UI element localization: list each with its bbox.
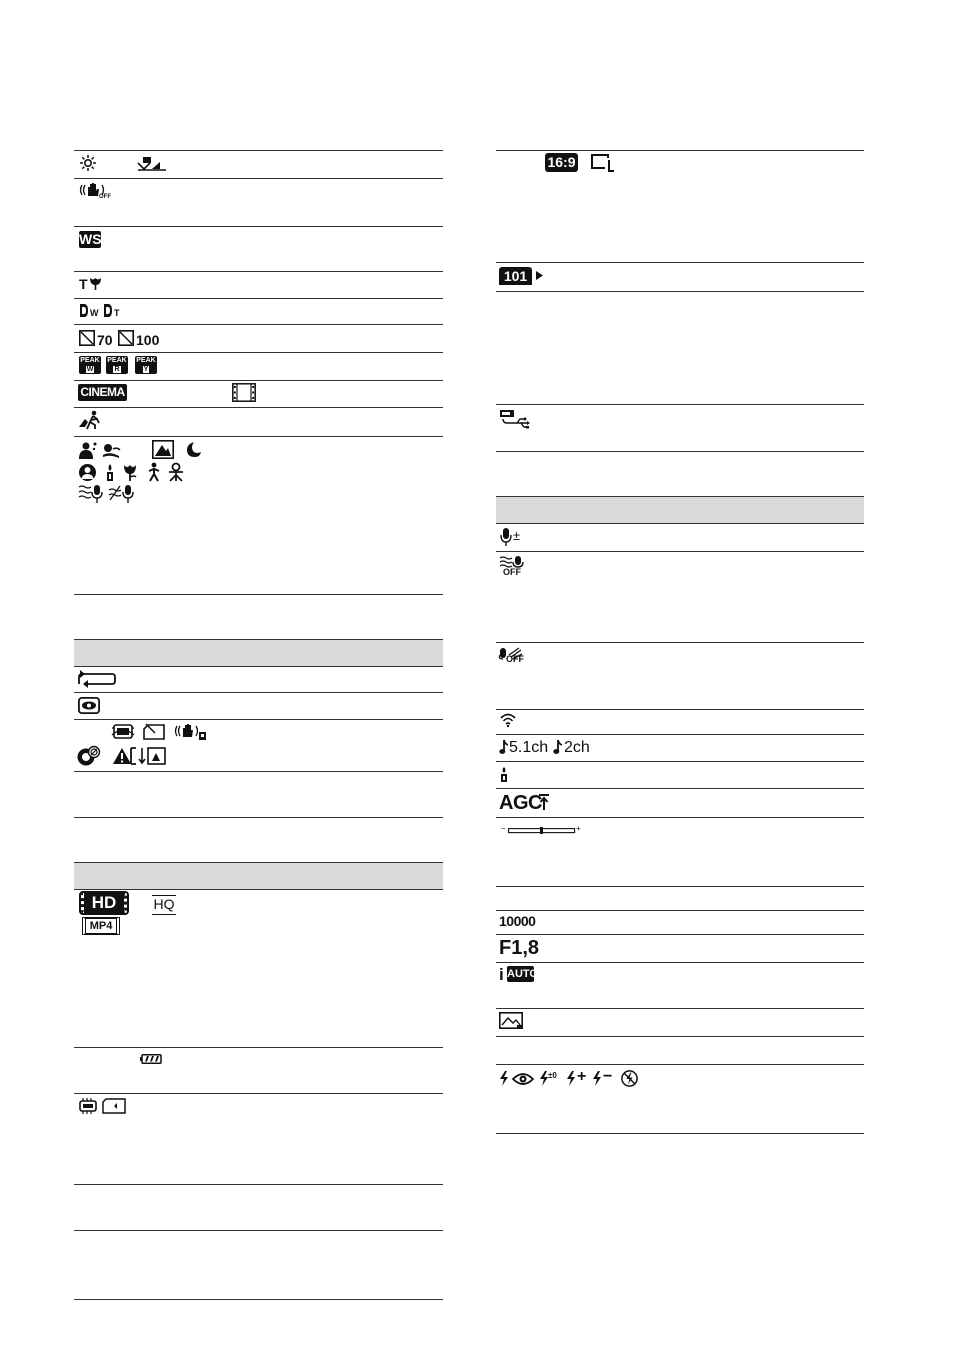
row-divider: [496, 761, 864, 762]
tele-macro-icon: [89, 277, 102, 291]
scene-candle-icon: [105, 463, 115, 482]
wind-mic-reduce-icon: [108, 484, 136, 504]
peaking-y-icon: [135, 356, 157, 374]
mic-level-sign: ±: [513, 528, 521, 543]
play-arrow-icon: [536, 271, 543, 280]
row-divider: [74, 178, 443, 179]
cinema-label: CINEMA: [80, 385, 125, 399]
left-column: [74, 0, 443, 1356]
ev-minus: −: [501, 824, 506, 833]
row-divider: [496, 150, 864, 151]
row-divider: [496, 262, 864, 263]
agc-limit-icon: [539, 794, 549, 811]
usb-connect-icon: [499, 409, 531, 429]
sun-icon: [80, 155, 96, 171]
row-divider: [74, 1230, 443, 1231]
intelligent-auto-icon: [507, 966, 538, 982]
row-divider: [496, 886, 864, 887]
peaking-w-icon: [79, 356, 101, 374]
card-access-icon: [130, 747, 166, 765]
scene-spotlight-icon: [78, 463, 97, 482]
music-note-icon: [499, 739, 509, 755]
frame-l-icon: [591, 154, 615, 172]
row-divider: [496, 1133, 864, 1134]
row-divider: [74, 298, 443, 299]
wide-select-icon: [79, 231, 101, 248]
row-divider: [74, 271, 443, 272]
zebra-70-icon: [79, 330, 95, 346]
peak-label: PEAK: [107, 357, 127, 364]
flash-minus-icon: [592, 1071, 602, 1086]
loop-repeat-icon: [78, 670, 116, 688]
row-divider: [74, 226, 443, 227]
battery-icon: [140, 1054, 162, 1064]
sports-icon: [78, 410, 102, 430]
row-divider: [74, 719, 443, 720]
scene-picture-icon: [499, 1012, 523, 1029]
folder-number-label: 101: [503, 268, 528, 284]
zebra-100-label: 100: [136, 332, 160, 348]
warning-icon: [112, 747, 132, 765]
hd-label: HD: [91, 893, 117, 912]
iauto-i-label: i: [499, 965, 504, 984]
zebra-100-icon: [118, 330, 134, 346]
data-recover-icon: [111, 723, 135, 740]
row-divider: [496, 551, 864, 552]
candle-icon: [500, 766, 508, 782]
row-divider: [74, 150, 443, 151]
flash-off-icon: [621, 1070, 638, 1087]
table-header-band: [496, 496, 864, 524]
white-balance-icon: [138, 157, 166, 171]
row-divider: [496, 642, 864, 643]
scene-macro-icon: [122, 464, 138, 482]
peaking-r-icon: [106, 356, 128, 374]
scene-person-icon: [146, 462, 162, 482]
row-divider: [496, 788, 864, 789]
row-divider: [74, 594, 443, 595]
audio-2ch-label: 2ch: [564, 739, 590, 756]
iauto-label: AUTO: [507, 968, 538, 980]
row-divider: [74, 380, 443, 381]
ws-label: WS: [79, 231, 102, 247]
row-divider: [496, 709, 864, 710]
row-divider: [496, 817, 864, 818]
row-divider: [74, 817, 443, 818]
row-divider: [496, 1036, 864, 1037]
row-divider: [496, 451, 864, 452]
ev-plus: +: [576, 824, 581, 833]
flash-icon: [499, 1071, 509, 1086]
hq-icon: [152, 895, 176, 915]
zebra-70-label: 70: [97, 332, 113, 348]
row-divider: [496, 1064, 864, 1065]
mp4-label: MP4: [89, 920, 113, 932]
flash-minus-sign: −: [603, 1068, 613, 1085]
mp4-film-icon: [82, 917, 120, 935]
row-divider: [496, 291, 864, 292]
peak-sub-label: Y: [143, 366, 149, 373]
shutter-speed-value: 10000: [499, 913, 536, 929]
row-divider: [496, 910, 864, 911]
scene-sunrise-icon: [101, 441, 121, 459]
audio-51ch-label: 5.1ch: [509, 739, 549, 756]
scene-tripod-icon: [167, 462, 185, 482]
row-divider: [74, 436, 443, 437]
row-divider: [74, 692, 443, 693]
music-note-icon: [553, 739, 563, 755]
row-divider: [496, 934, 864, 935]
row-divider: [74, 407, 443, 408]
peak-label: PEAK: [80, 357, 100, 364]
scene-landscape-icon: [152, 440, 174, 459]
table-header-band: [74, 639, 443, 667]
off-label: OFF: [506, 654, 524, 664]
scene-portrait-icon: [78, 441, 98, 459]
hd-film-icon: [81, 893, 127, 913]
film-frame-icon: [232, 383, 256, 402]
exposure-slider-icon: [508, 826, 576, 835]
row-divider: [74, 1093, 443, 1094]
row-divider: [496, 734, 864, 735]
row-divider: [74, 771, 443, 772]
aspect-16-9-icon: [545, 153, 578, 172]
aspect-label: 16:9: [547, 154, 576, 170]
flash-level-pm: ±0: [548, 1071, 557, 1080]
folder-101-icon: [499, 267, 532, 285]
row-divider: [74, 1184, 443, 1185]
flash-plus-icon: [566, 1071, 576, 1086]
red-eye-icon: [78, 697, 100, 714]
hq-label: HQ: [153, 896, 175, 912]
off-label: OFF: [99, 194, 111, 200]
flash-red-eye-icon: [512, 1072, 534, 1086]
wind-mic-icon: [78, 484, 104, 504]
circle-badge-icon: [76, 746, 102, 766]
memory-internal-icon: [78, 1098, 98, 1114]
wireless-mic-icon: [500, 713, 516, 727]
flash-plus-sign: +: [577, 1068, 587, 1085]
card-small-icon: [102, 1098, 126, 1114]
steadyshot-lock-icon: [174, 723, 206, 741]
aperture-value: F1,8: [499, 937, 540, 959]
row-divider: [74, 352, 443, 353]
tele-sub-label: T: [114, 308, 120, 318]
wide-label: W: [90, 308, 99, 318]
off-label: OFF: [503, 567, 521, 577]
agc-label: AGC: [499, 792, 542, 814]
row-divider: [496, 404, 864, 405]
row-divider: [74, 1299, 443, 1300]
mic-level-icon: [500, 528, 512, 546]
peak-sub-label: R: [114, 366, 120, 373]
peak-sub-label: W: [86, 366, 94, 373]
right-column: [496, 0, 864, 1356]
tele-label: T: [79, 276, 88, 292]
row-divider: [74, 1047, 443, 1048]
cinema-icon: [78, 384, 127, 401]
table-header-band: [74, 862, 443, 890]
peak-label: PEAK: [136, 357, 156, 364]
scene-night-icon: [184, 441, 202, 458]
row-divider: [496, 962, 864, 963]
no-card-icon: [143, 723, 165, 740]
row-divider: [74, 324, 443, 325]
row-divider: [496, 1008, 864, 1009]
